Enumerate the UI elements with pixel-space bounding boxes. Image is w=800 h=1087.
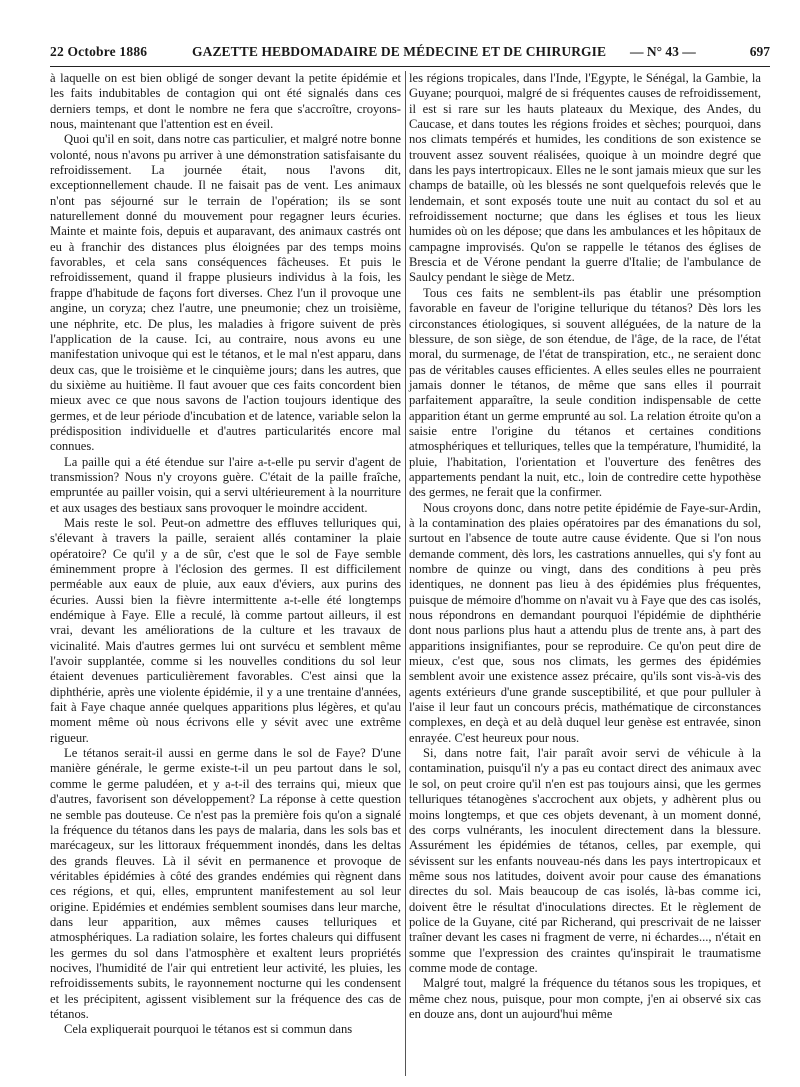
paragraph: Nous croyons donc, dans notre petite épidémie de Faye-sur-Ardin, à la contamination des plaies opératoires par des émanations du sol, surtout en l'absence de toute autre cause évidente. Que si l'on nous demande comment, dès lors, les castrations annuelles, qui s'y font au nombre de quinze ou vingt, dans des conditions à peu près identiques, ne donnent pas lieu à des épidémies plus fréquentes, puisque de mémoire d'homme on n'avait vu à Faye que des cas isolés, nous répondrons en demandant pourquoi l'épidémie de diphthérie dont nous parlions plus haut a attendu plus de trente ans, à part des apparitions insignifiantes, pour se reproduire. Ce qu'on peut dire de mieux, c'est que, sous nos climats, les germes des épidémies semblent avoir une existence assez précaire, qu'ils sont vis-à-vis des agents extérieurs d'une grande susceptibilité, et que pour pulluler à l'aise il leur faut un concours précis, mathématique de circonstances complexes, en deçà et au delà duquel leur genèse est entravée, sinon enrayée. C'est heureux pour nous. <box>409 500 761 745</box>
text-columns <box>50 71 770 1087</box>
paragraph: Cela expliquerait pourquoi le tétanos est si commun dans <box>64 1022 353 1037</box>
page-number: 697 <box>749 44 770 59</box>
header-rule <box>50 66 770 67</box>
column-divider <box>405 71 406 1076</box>
issue-number: — N° 43 — <box>630 44 696 59</box>
paragraph: Si, dans notre fait, l'air paraît avoir servi de véhicule à la contamination, puisqu'il n'y a pas eu contact direct des animaux avec le sol, on peut croire qu'il n'en est pas toujours ainsi, que les germes telluriques tétanogènes s'accrochent aux objets, y adhèrent plus ou moins longtemps, et que ces objets devenant, à un moment donné, des corps vulnérants, les inoculent directement dans la blessure. Assurément les épidémies de tétanos, celles, par exemple, qui sévissent sur les enfants nouveau-nés dans les pays intertropicaux et même sous nos latitudes, doivent avoir pour cause des émanations directes du sol. Mais beaucoup de cas isolés, là-bas comme ici, doivent être le résultat d'inoculations directes. Et le règlement de police de la Guyane, cité par Richerand, qui prescrivait de ne laisser traîner devant les cases ni fragment de verre, ni échardes..., n'était en somme que l'expression des craintes qu'inspirait le traumatisme comme mode de contage. <box>409 746 761 975</box>
running-header <box>50 44 770 64</box>
left-column <box>50 71 401 1038</box>
paragraph: Tous ces faits ne semblent-ils pas établir une présomption favorable en faveur de l'origine tellurique du tétanos? Dès lors les circonstances étiologiques, si souvent alléguées, de la nature de la blessure, de son siège, de son étendue, de l'âge, de la race, de l'état moral, du surmenage, de l'état de transpiration, etc., ne seraient donc pas de véritables causes efficientes. A elles seules elles ne pourraient jamais donner le tétanos, de même que sans elles il pourrait parfaitement apparaître, la seule condition indispensable de cette apparition étant un germe emprunté au sol. La relation étroite qu'on a saisie entre l'origine du tétanos et certaines conditions atmosphériques et telluriques, telles que la température, l'humidité, la pluie, l'habitation, l'orientation et l'ouverture des fenêtres des appartements pendant la nuit, etc., loin de contredire cette hypothèse des germes, ne ferait que la confirmer. <box>409 285 761 500</box>
issue-date: 22 Octobre 1886 <box>50 44 148 59</box>
paragraph: Mais reste le sol. Peut-on admettre des effluves telluriques qui, s'élevant à travers la paille, seraient allés contaminer la plaie opératoire? Ce qu'il y a de sûr, c'est que le sol de Faye semble éminemment propre à l'éclosion des germes. Il est difficilement perméable aux eaux de pluie, aux eaux d'éviers, aux purins des écuries. Aussi bien la fièvre intermittente a-t-elle été longtemps endémique à Faye. Elle a reculé, là comme partout ailleurs, il est vrai, devant les améliorations de la culture et les travaux de vicinalité. Mais d'autres germes lui ont survécu et semblent même l'avoir supplantée, comme si les nouvelles conditions du sol leur étaient devenues particulièrement favorables. C'est ainsi que la diphthérie, après une violente épidémie, il y a une trentaine d'années, fait à Faye chaque année quelques apparitions plus légères, et qu'au moment même où nous écrivons elle y sévit avec une extrême rigueur. <box>50 515 401 745</box>
right-column <box>409 71 761 1022</box>
paragraph: La paille qui a été étendue sur l'aire a-t-elle pu servir d'agent de transmission? Nous n'y croyons guère. C'était de la paille fraîche, empruntée au pailler voisin, qui a servi ultérieurement à la nourriture et aux usages des bestiaux sans provoquer le moindre accident. <box>50 454 401 515</box>
paragraph: Quoi qu'il en soit, dans notre cas particulier, et malgré notre bonne volonté, nous n'avons pu arriver à une démonstration satisfaisante du refroidissement. La journée était, nous l'avons dit, exceptionnellement chaude. Il ne faisait pas de vent. Les animaux n'ont pas séjourné sur le terrain de l'opération; ils se sont naturellement donné du mouvement pour regagner leurs écuries. Mainte et mainte fois, depuis et auparavant, des animaux castrés ont eu à franchir des distances plus éloignées par des temps moins favorables, et cela sans conséquences fâcheuses. Et puis le refroidissement, quand il frappe plusieurs individus à la fois, les frappe d'habitude de façons fort diverses. Chez l'un il provoque une angine, un coryza; chez l'autre, une pneumonie; chez un troisième, une néphrite, etc. De plus, les maladies à frigore suivent de près l'application de la cause. Ici, au contraire, nous avons eu une manifestation univoque qui est le tétanos, et le mal n'est apparu, dans deux cas, que le troisième et le cinquième jours; dans les autres, que du sixième au huitième. Il faut avouer que ces faits concordent bien mieux avec ce que nous savons de l'action toujours identique des germes, et de leur période d'incubation et de latence, variable selon la prédisposition individuelle et d'autres particularités encore mal connues. <box>50 132 401 454</box>
journal-title: GAZETTE HEBDOMADAIRE DE MÉDECINE ET DE CHIRURGIE <box>192 44 607 59</box>
paragraph: à laquelle on est bien obligé de songer devant la petite épidémie et les faits indubitables de contagion qui ont été signalés dans ces derniers temps, et dont le nombre ne fera que s'accroître, croyons-nous, maintenant que l'attention est en éveil. <box>50 71 401 132</box>
paragraph: les régions tropicales, dans l'Inde, l'Egypte, le Sénégal, la Gambie, la Guyane; pourquoi, malgré de si fréquentes causes de refroidissement, il est si rare sur les hauts plateaux du Mexique, des Andes, du Caucase, et dans toutes les régions froides et sèches; pourquoi, dans nos climats tempérés et humides, les conditions de son existence se trouvent assez souvent réalisées, quoique à un moindre degré que dans les pays intertropicaux. Elles ne le sont jamais mieux que sur les champs de bataille, où les blessés ne sont quelquefois relevés que le lendemain, et sont exposés toute une nuit au contact du sol et au refroidissement nocturne; que dans les églises et tous les lieux humides où on les dépose; que dans les ambulances et les hôpitaux de campagne improvisés. Qu'on se rappelle le tétanos des églises de Brescia et de Vérone pendant la guerre d'Italie; de l'ambulance de Saulcy pendant le siège de Metz. <box>409 71 761 285</box>
paragraph: Le tétanos serait-il aussi en germe dans le sol de Faye? D'une manière générale, le germe existe-t-il un peu partout dans le sol, comme le germe paludéen, et y a-t-il des terrains qui, mieux que d'autres, favorisent son développement? La réponse à cette question ne semble pas douteuse. Ce n'est pas la première fois qu'on a signalé la fréquence du tétanos dans les pays de malaria, dans les sols bas et marécageux, sur les littoraux fréquemment inondés, dans les deltas des grands fleuves. Là il sévit en permanence et provoque de véritables épidémies à côté des grandes endémies qui règnent dans ces régions, et qui, elles, empruntent manifestement au sol leur origine. Epidémies et endémies semblent soumises dans leur marche, dans leur apparition, aux mêmes causes telluriques et atmosphériques. La radiation solaire, les fortes chaleurs qui diffusent les germes du sol dans l'atmosphère et exaltent leurs propriétés nocives, l'humidité de l'air qui entretient leur activité, les pluies, les refroidissements subits, le rayonnement nocturne qui les condensent et les précipitent, agissent visiblement sur la fréquence des cas de tétanos. <box>50 746 401 1021</box>
paragraph: Malgré tout, malgré la fréquence du tétanos sous les tropiques, et même chez nous, puisque, pour mon compte, j'en ai observé six cas en douze ans, dont un aujourd'hui même <box>409 976 761 1021</box>
